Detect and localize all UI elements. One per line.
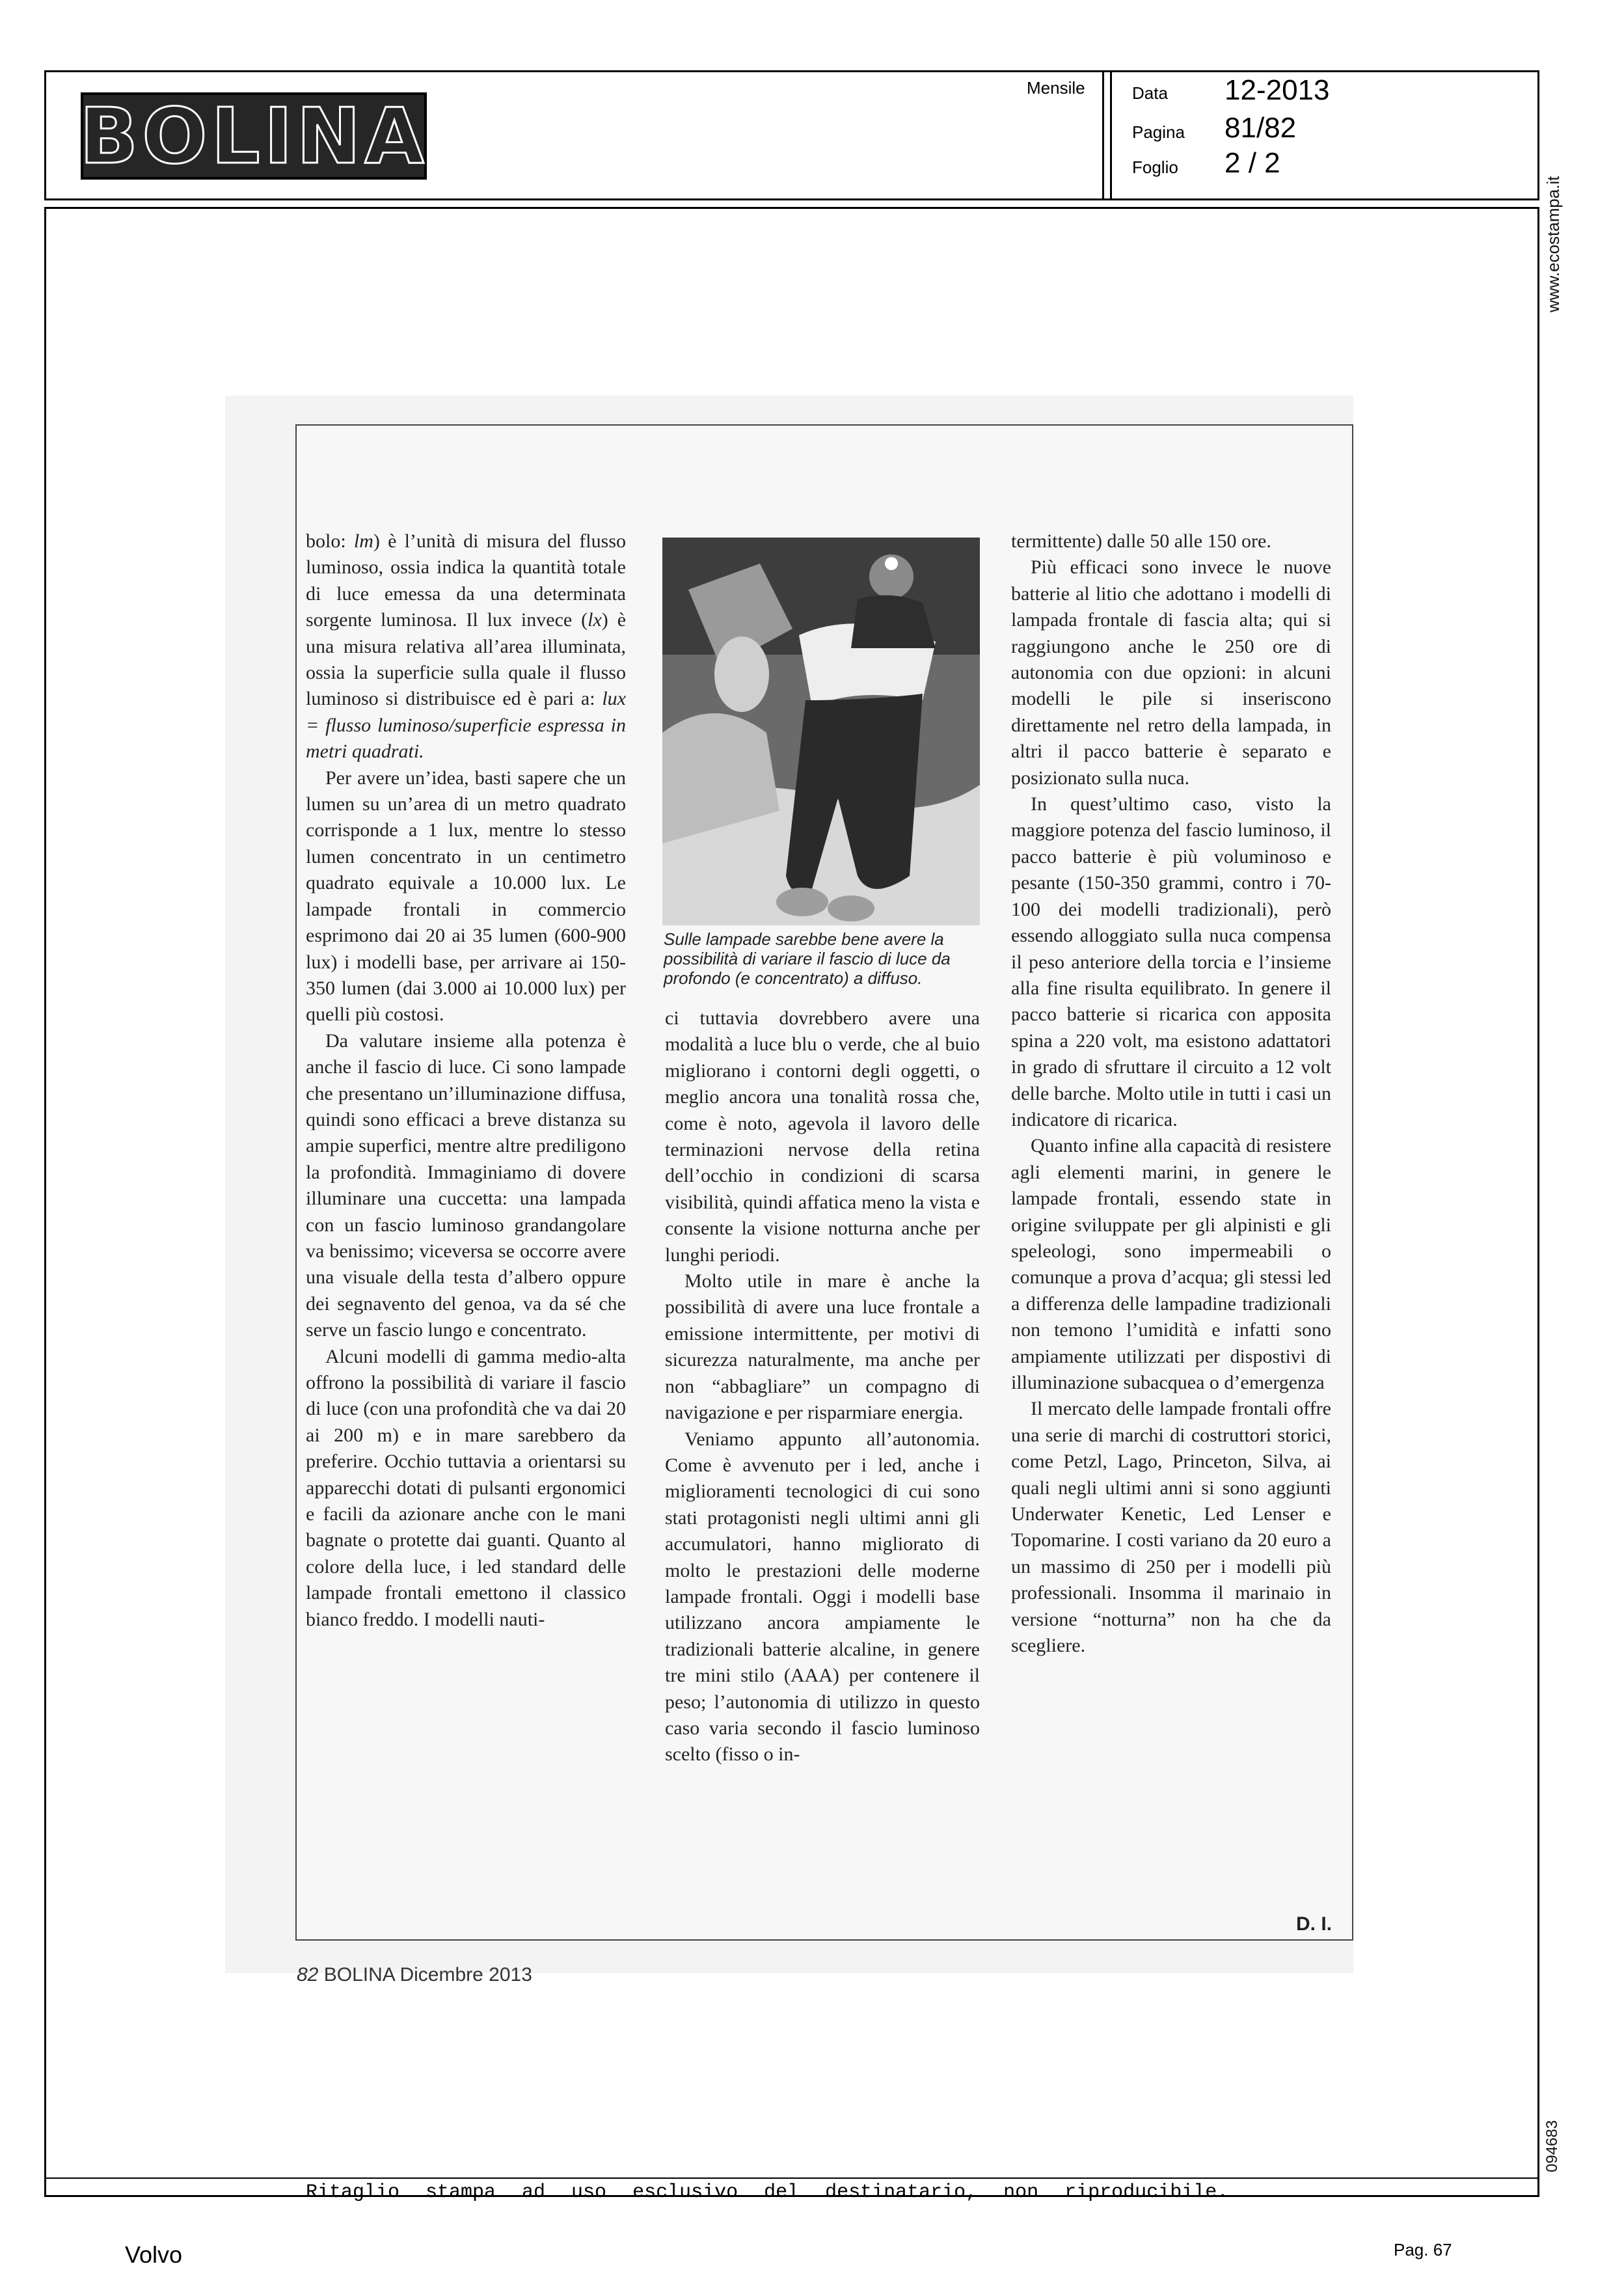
paragraph: Per avere un’idea, basti sapere che un lumen su un’area di un metro quadrato corrisponde a 1 lux, mentre lo stesso lumen concentrato in un centimetro quadrato equivale a 10.000 lux. Le lampade frontali in commercio esprimono dai 20 ai 35 lumen (600-900 lux) i modelli base, per arrivare ai 150-350 lumen (dai 3.000 ai 10.000 lux) per quelli più costosi. bbox=[306, 767, 626, 1026]
paragraph: Più efficaci sono invece le nuove batterie al litio che adottano i modelli di lampada frontale di fascia alta; qui si raggiungono anche le 250 ore di autonomia con due opzioni: in alcuni modelli le pile si inseriscono direttamente nel retro della lampada, in altri il pacco batterie è separato e posizionato sulla nuca. bbox=[1011, 556, 1331, 789]
folio-text: BOLINA Dicembre 2013 bbox=[323, 1964, 532, 1986]
clipping-code: 094683 bbox=[1543, 2120, 1561, 2172]
article-photo bbox=[662, 538, 980, 925]
paragraph: termittente) dalle 50 alle 150 ore. bbox=[1011, 530, 1271, 552]
clipping-notice: Ritaglio stampa ad uso esclusivo del destinatario, non riproducibile. bbox=[306, 2181, 1229, 2204]
frequency-label: Mensile bbox=[1027, 78, 1085, 98]
paragraph: ci tuttavia dovrebbero avere una modalità a luce blu o verde, che al buio migliorano i contorni degli oggetti, o meglio ancora una tonalità rossa che, come è noto, agevola il lavoro delle terminazioni nervose della retina dell’occhio in condizioni di scarsa visibilità, quindi affatica meno la vista e consente la visione notturna anche per lunghi periodi. bbox=[665, 1007, 980, 1266]
client-brand: Volvo bbox=[125, 2241, 183, 2268]
date-value: 12-2013 bbox=[1225, 74, 1330, 106]
page-label: Pagina bbox=[1132, 122, 1185, 142]
author-signature: D. I. bbox=[1296, 1913, 1333, 1935]
header-divider-right bbox=[1110, 70, 1112, 200]
paragraph: Da valutare insieme alla potenza è anche il fascio di luce. Ci sono lampade che presentano un’illuminazione diffusa, quindi sono efficaci a breve distanza su ampie superfici, mentre altre prediligono la profondità. Immaginiamo di dovere illuminare una cuccetta: una lampada con un fascio luminoso grandangolare va benissimo; viceversa se occorre avere una visuale della testa d’albero oppure dei segnavento del genoa, va da sé che serve un fascio lungo e concentrato. bbox=[306, 1030, 626, 1341]
paragraph: Alcuni modelli di gamma medio-alta offrono la possibilità di variare il fascio di luce (con una profondità che va dai 20 ai 200 m) e in mare sarebbero da preferire. Occhio tuttavia a orientarsi su apparecchi dotati di pulsanti ergonomici e facili da azionare anche con le mani bagnate o protette dai guanti. Quanto al colore della luce, i led standard delle lampade frontali emettono il classico bianco freddo. I modelli nauti- bbox=[306, 1345, 626, 1630]
paragraph: Quanto infine alla capacità di resistere agli elementi marini, in genere le lampade frontali, essendo state in origine sviluppate per gli alpinisti e gli speleologi, sono impermeabili o comunque a prova d’acqua; gli stessi led a differenza delle lampadine tradizionali non temono l’umidità e infatti sono ampiamente utilizzati per dispostivi di illuminazione subacquea o d’emergenza bbox=[1011, 1135, 1331, 1393]
folio-page-number: 82 bbox=[297, 1964, 319, 1986]
bolina-logo bbox=[81, 92, 427, 180]
date-label: Data bbox=[1132, 83, 1168, 103]
sheet-label: Foglio bbox=[1132, 157, 1178, 177]
page-number: Pag. 67 bbox=[1394, 2240, 1452, 2259]
paragraph: Veniamo appunto all’autonomia. Come è avvenuto per i led, anche i miglioramenti tecnologici di cui sono stati protagonisti negli ultimi anni gli accumulatori, hanno migliorato di molto le prestazioni delle moderne lampade frontali. Oggi i modelli base utilizzano ancora ampiamente le tradizionali batterie alcaline, in genere tre mini stilo (AAA) per contenere il peso; l’autonomia di utilizzo in questo caso varia secondo il fascio luminoso scelto (fisso o in- bbox=[665, 1428, 980, 1766]
page-value: 81/82 bbox=[1225, 112, 1297, 144]
sheet-value: 2 / 2 bbox=[1225, 147, 1280, 179]
paragraph: In quest’ultimo caso, visto la maggiore potenza del fascio luminoso, il pacco batterie è più voluminoso e pesante (150-350 grammi, contro i 70-100 dei modelli tradizionali), però essendo alloggiato sulla nuca compensa il peso anteriore della torcia e l’insieme alla fine risulta equilibrato. In genere il pacco batterie si ricarica con apposita spina a 220 volt, ma esistono adattatori in grado di sfruttare il circuito a 12 volt delle barche. Molto utile in tutti i casi un indicatore di ricarica. bbox=[1011, 793, 1331, 1130]
photo-illustration bbox=[662, 538, 980, 925]
footer-rule bbox=[44, 2177, 1539, 2179]
photo-caption: Sulle lampade sarebbe bene avere la possibilità di variare il fascio di luce da profondo (e concentrato) a diffuso. bbox=[664, 929, 951, 988]
paragraph: Molto utile in mare è anche la possibilità di avere una luce frontale a emissione intermittente, per motivi di sicurezza naturalmente, ma anche per non “abbagliare” un compagno di navigazione e per risparmiare energia. bbox=[665, 1270, 980, 1424]
magazine-folio bbox=[297, 1964, 532, 1986]
article-column-1 bbox=[306, 528, 626, 1633]
header-divider-left bbox=[1102, 70, 1104, 200]
ecostampa-url: www.ecostampa.it bbox=[1543, 176, 1563, 312]
logo-text: BOLINA bbox=[79, 91, 428, 181]
paragraph: Il mercato delle lampade frontali offre una serie di marchi di costruttori storici, come Petzl, Lago, Princeton, Silva, ai quali negli ultimi anni si sono aggiunti Underwater Kenetic, Led Lenser e Topomarine. I costi variano da 20 euro a un massimo di 250 per i modelli più professionali. Insomma il marinaio in versione “notturna” non ha che da scegliere. bbox=[1011, 1398, 1331, 1657]
paragraph: bolo: lm) è l’unità di misura del flusso luminoso, ossia indica la quantità totale di luce emessa da una determinata sorgente luminosa. Il lux invece (lx) è una misura relativa all’area illuminata, ossia la superficie sulla quale il flusso luminoso si distribuisce ed è pari a: lux = flusso luminoso/superficie espressa in metri quadrati. bbox=[306, 530, 627, 763]
article-column-2 bbox=[665, 1005, 980, 1768]
article-column-3 bbox=[1011, 528, 1331, 1659]
